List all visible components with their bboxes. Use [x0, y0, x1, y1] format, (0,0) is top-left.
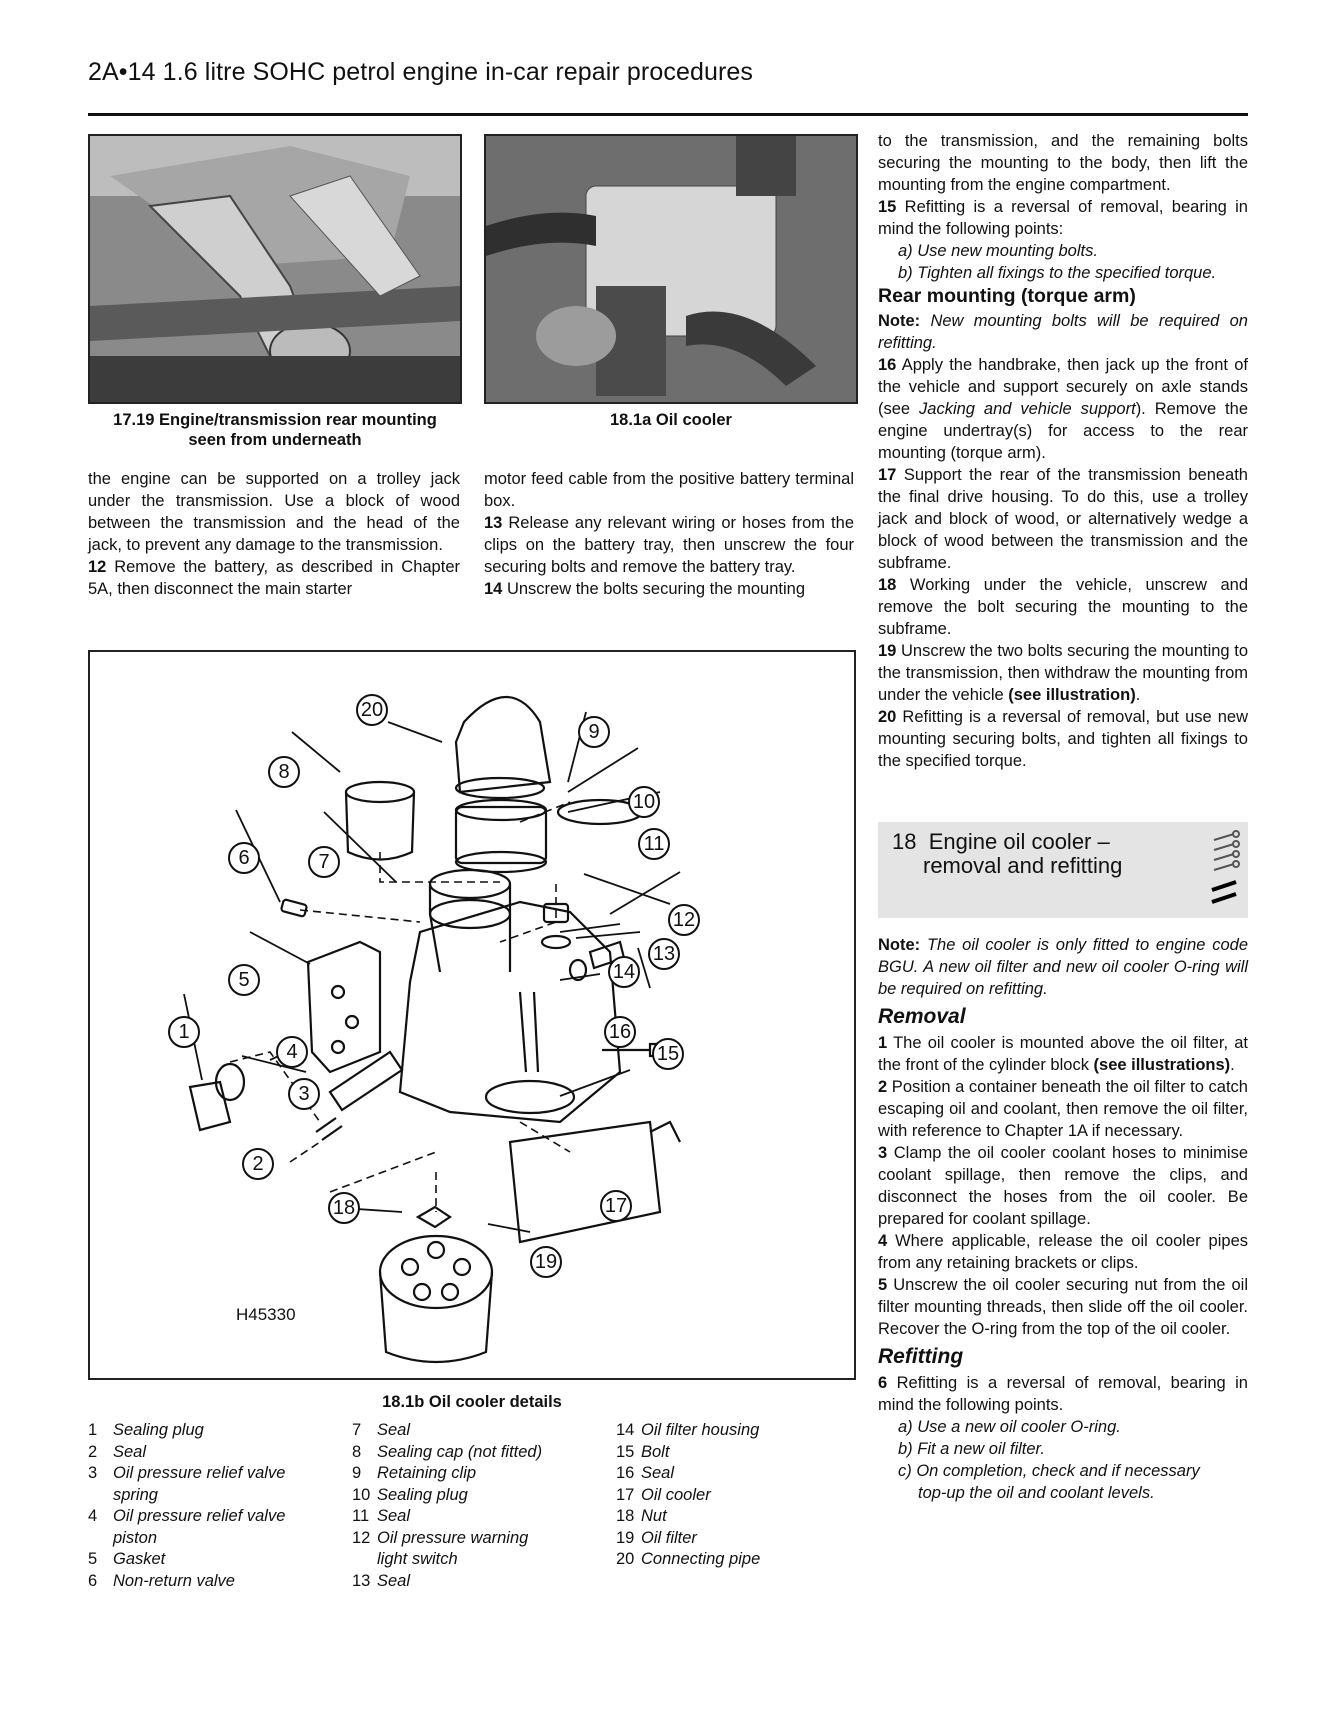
callout-1	[169, 1017, 199, 1047]
subheading-rear-mounting: Rear mounting (torque arm)	[878, 285, 1136, 307]
header-rule	[88, 113, 1248, 116]
oil-cooler-exploded-diagram	[88, 650, 856, 1380]
legend-item	[352, 1442, 602, 1464]
legend-item	[352, 1420, 602, 1442]
legend-item	[352, 1528, 602, 1550]
legend-item	[616, 1528, 856, 1550]
callout-13	[649, 939, 679, 969]
svg-text:11: 11	[643, 833, 665, 855]
legend-text: spring	[113, 1485, 158, 1504]
legend-item	[616, 1420, 856, 1442]
legend-number	[88, 1485, 113, 1507]
legend-number: 14	[616, 1421, 635, 1439]
paragraph: 3 Clamp the oil cooler coolant hoses to minimise coolant spillage, then remove the clips, and disconnect the hoses from the oil cooler. Be prepared for coolant spillage.	[878, 1144, 1248, 1228]
legend-text: Retaining clip	[377, 1464, 477, 1482]
svg-text:12: 12	[672, 909, 696, 931]
svg-text:10: 10	[632, 791, 656, 813]
callout-6	[229, 843, 259, 873]
callout-3	[289, 1079, 319, 1109]
legend-number: 2	[88, 1442, 98, 1461]
page-header: 2A•14 1.6 litre SOHC petrol engine in-car repair procedures	[88, 58, 753, 86]
text-column-3-lower	[878, 934, 1248, 1504]
legend-text: Seal	[641, 1464, 675, 1482]
callout-10	[629, 787, 659, 817]
legend-number	[88, 1528, 113, 1550]
svg-text:13: 13	[652, 943, 676, 965]
paragraph: 20 Refitting is a reversal of removal, but use new mounting securing bolts, and tighten all fixings to the specified torque.	[878, 708, 1248, 770]
legend-text: Nut	[641, 1507, 667, 1525]
paragraph: 17 Support the rear of the transmission beneath the final drive housing. To do this, use a trolley jack and block of wood, or alternatively wedge a block of wood between the transmission and the subframe.	[878, 466, 1248, 572]
legend-text: Connecting pipe	[641, 1550, 761, 1568]
legend-number: 12	[352, 1528, 371, 1547]
legend-item	[616, 1463, 856, 1485]
paragraph: 19 Unscrew the two bolts securing the mounting to the transmission, then withdraw the mounting from under the vehicle (see illustration).	[878, 642, 1248, 704]
svg-text:7: 7	[318, 851, 330, 873]
text-column-1	[88, 468, 460, 600]
legend-text: Oil pressure warning	[377, 1528, 529, 1547]
legend-text: piston	[113, 1528, 158, 1547]
legend-item	[88, 1549, 338, 1571]
callout-8	[269, 757, 299, 787]
legend-column-1	[88, 1420, 338, 1592]
legend-text: Sealing cap (not fitted)	[377, 1442, 543, 1461]
difficulty-spanners-icon	[1208, 828, 1244, 918]
legend-text: light switch	[377, 1550, 458, 1568]
legend-item	[352, 1506, 602, 1528]
section-heading: 18 Engine oil cooler – removal and refitting	[892, 829, 1123, 878]
svg-text:2: 2	[252, 1153, 264, 1175]
legend-item	[88, 1442, 338, 1464]
svg-text:17: 17	[604, 1195, 628, 1217]
svg-text:1: 1	[178, 1021, 190, 1043]
callout-9	[579, 717, 609, 747]
diagram-code: H45330	[236, 1305, 296, 1324]
callout-15	[653, 1039, 683, 1069]
legend-number	[352, 1549, 377, 1571]
legend-number: 13	[352, 1571, 371, 1590]
legend-item	[88, 1463, 338, 1485]
svg-text:5: 5	[238, 969, 250, 991]
paragraph: 15 Refitting is a reversal of removal, bearing in mind the following points:	[878, 198, 1248, 238]
legend-item	[88, 1528, 338, 1550]
legend-text: Bolt	[641, 1442, 670, 1461]
legend-number: 15	[616, 1442, 635, 1461]
paragraph: 16 Apply the handbrake, then jack up the front of the vehicle and support securely on axle stands (see Jacking and vehicle support). Remove the engine undertray(s) for access to the rear mounting (torque arm).	[878, 356, 1248, 462]
callout-4	[277, 1037, 307, 1067]
legend-number: 11	[352, 1507, 370, 1525]
photo-caption-2: 18.1a Oil cooler	[610, 411, 732, 429]
callout-7	[309, 847, 339, 877]
svg-text:16: 16	[608, 1021, 632, 1043]
paragraph: 18 Working under the vehicle, unscrew and remove the bolt securing the mounting to the subframe.	[878, 576, 1248, 638]
legend-number: 4	[88, 1507, 98, 1525]
list-item: top-up the oil and coolant levels.	[918, 1484, 1155, 1502]
callout-19	[531, 1247, 561, 1277]
legend-text: Sealing plug	[113, 1421, 204, 1439]
legend-item	[352, 1463, 602, 1485]
legend-column-2	[352, 1420, 602, 1592]
legend-text: Seal	[377, 1421, 411, 1439]
svg-text:3: 3	[298, 1083, 310, 1105]
text-column-2	[484, 468, 854, 600]
svg-text:19: 19	[534, 1251, 558, 1273]
legend-text: Gasket	[113, 1550, 166, 1568]
note: Note: New mounting bolts will be required on refitting.	[878, 312, 1248, 352]
legend-item	[352, 1485, 602, 1507]
paragraph: 12 Remove the battery, as described in Chapter 5A, then disconnect the main starter	[88, 558, 460, 598]
paragraph: 14 Unscrew the bolts securing the mounting	[484, 580, 806, 598]
paragraph: 2 Position a container beneath the oil filter to catch escaping oil and coolant, then remove the oil filter, with reference to Chapter 1A if necessary.	[878, 1078, 1248, 1140]
list-item: a) Use new mounting bolts.	[898, 242, 1098, 260]
paragraph: motor feed cable from the positive battery terminal box.	[484, 470, 854, 510]
legend-number: 17	[616, 1485, 635, 1504]
legend-item	[352, 1549, 602, 1571]
legend-item	[616, 1549, 856, 1571]
legend-number: 5	[88, 1550, 98, 1568]
svg-text:4: 4	[286, 1041, 298, 1063]
callout-18	[329, 1193, 359, 1223]
list-item: b) Fit a new oil filter.	[898, 1440, 1046, 1458]
legend-column-3	[616, 1420, 856, 1571]
legend-number: 3	[88, 1464, 98, 1482]
callout-16	[605, 1017, 635, 1047]
paragraph: 5 Unscrew the oil cooler securing nut from the oil filter mounting threads, then slide off the oil cooler. Recover the O-ring from the top of the oil cooler.	[878, 1276, 1248, 1338]
list-item: b) Tighten all fixings to the specified torque.	[898, 264, 1217, 282]
paragraph: to the transmission, and the remaining bolts securing the mounting to the body, then lift the mounting from the engine compartment.	[878, 132, 1248, 194]
legend-number: 8	[352, 1442, 362, 1461]
diagram-caption: 18.1b Oil cooler details	[382, 1393, 562, 1411]
svg-text:15: 15	[656, 1043, 680, 1065]
callout-17	[601, 1191, 631, 1221]
paragraph: 1 The oil cooler is mounted above the oil filter, at the front of the cylinder block (see illustrations).	[878, 1034, 1248, 1074]
legend-text: Oil filter housing	[641, 1421, 760, 1439]
legend-item	[616, 1442, 856, 1464]
paragraph: 4 Where applicable, release the oil cooler pipes from any retaining brackets or clips.	[878, 1232, 1248, 1272]
svg-text:6: 6	[238, 847, 250, 869]
legend-text: Oil pressure relief valve	[113, 1507, 286, 1525]
legend-number: 18	[616, 1507, 635, 1525]
subheading-removal: Removal	[878, 1005, 966, 1028]
svg-text:20: 20	[360, 699, 384, 721]
legend-number: 9	[352, 1464, 362, 1482]
legend-number: 16	[616, 1464, 635, 1482]
callout-11	[639, 829, 669, 859]
legend-item	[88, 1420, 338, 1442]
legend-text: Seal	[377, 1507, 411, 1525]
paragraph: 6 Refitting is a reversal of removal, bearing in mind the following points.	[878, 1374, 1248, 1414]
photo-caption-1: 17.19 Engine/transmission rear mounting seen from underneath	[113, 411, 437, 449]
legend-number: 20	[616, 1550, 635, 1568]
svg-text:9: 9	[588, 721, 600, 743]
legend-number: 1	[88, 1421, 98, 1439]
legend-item	[352, 1571, 602, 1593]
legend-item	[616, 1485, 856, 1507]
legend-text: Seal	[377, 1571, 411, 1590]
svg-text:14: 14	[612, 961, 636, 983]
svg-text:18: 18	[332, 1197, 356, 1219]
photo-oil-cooler	[484, 134, 858, 404]
photo-engine-mounting	[88, 134, 462, 404]
legend-text: Oil cooler	[641, 1485, 711, 1504]
legend-item	[88, 1506, 338, 1528]
subheading-refitting: Refitting	[878, 1345, 964, 1368]
legend-number: 7	[352, 1421, 362, 1439]
callout-5	[229, 965, 259, 995]
note: Note: The oil cooler is only fitted to engine code BGU. A new oil filter and new oil cooler O-ring will be required on refitting.	[878, 936, 1248, 998]
list-item: c) On completion, check and if necessary	[898, 1462, 1200, 1480]
text-column-3	[878, 130, 1248, 772]
legend-number: 19	[616, 1528, 635, 1547]
legend-text: Oil pressure relief valve	[113, 1464, 286, 1482]
legend-text: Sealing plug	[377, 1485, 468, 1504]
callout-14	[609, 957, 639, 987]
paragraph: the engine can be supported on a trolley jack under the transmission. Use a block of wood between the transmission and the head of the jack, to prevent any damage to the transmission.	[88, 470, 460, 554]
legend-number: 10	[352, 1485, 371, 1504]
callout-12	[669, 905, 699, 935]
svg-text:8: 8	[278, 761, 290, 783]
legend-text: Oil filter	[641, 1528, 697, 1547]
callout-2	[243, 1149, 273, 1179]
list-item: a) Use a new oil cooler O-ring.	[898, 1418, 1121, 1436]
legend-text: Non-return valve	[113, 1571, 235, 1590]
callout-20	[357, 695, 387, 725]
legend-number: 6	[88, 1571, 98, 1590]
legend-item	[88, 1571, 338, 1593]
legend-text: Seal	[113, 1442, 147, 1461]
legend-item	[88, 1485, 338, 1507]
legend-item	[616, 1506, 856, 1528]
paragraph: 13 Release any relevant wiring or hoses from the clips on the battery tray, then unscrew the four securing bolts and remove the battery tray.	[484, 514, 854, 576]
